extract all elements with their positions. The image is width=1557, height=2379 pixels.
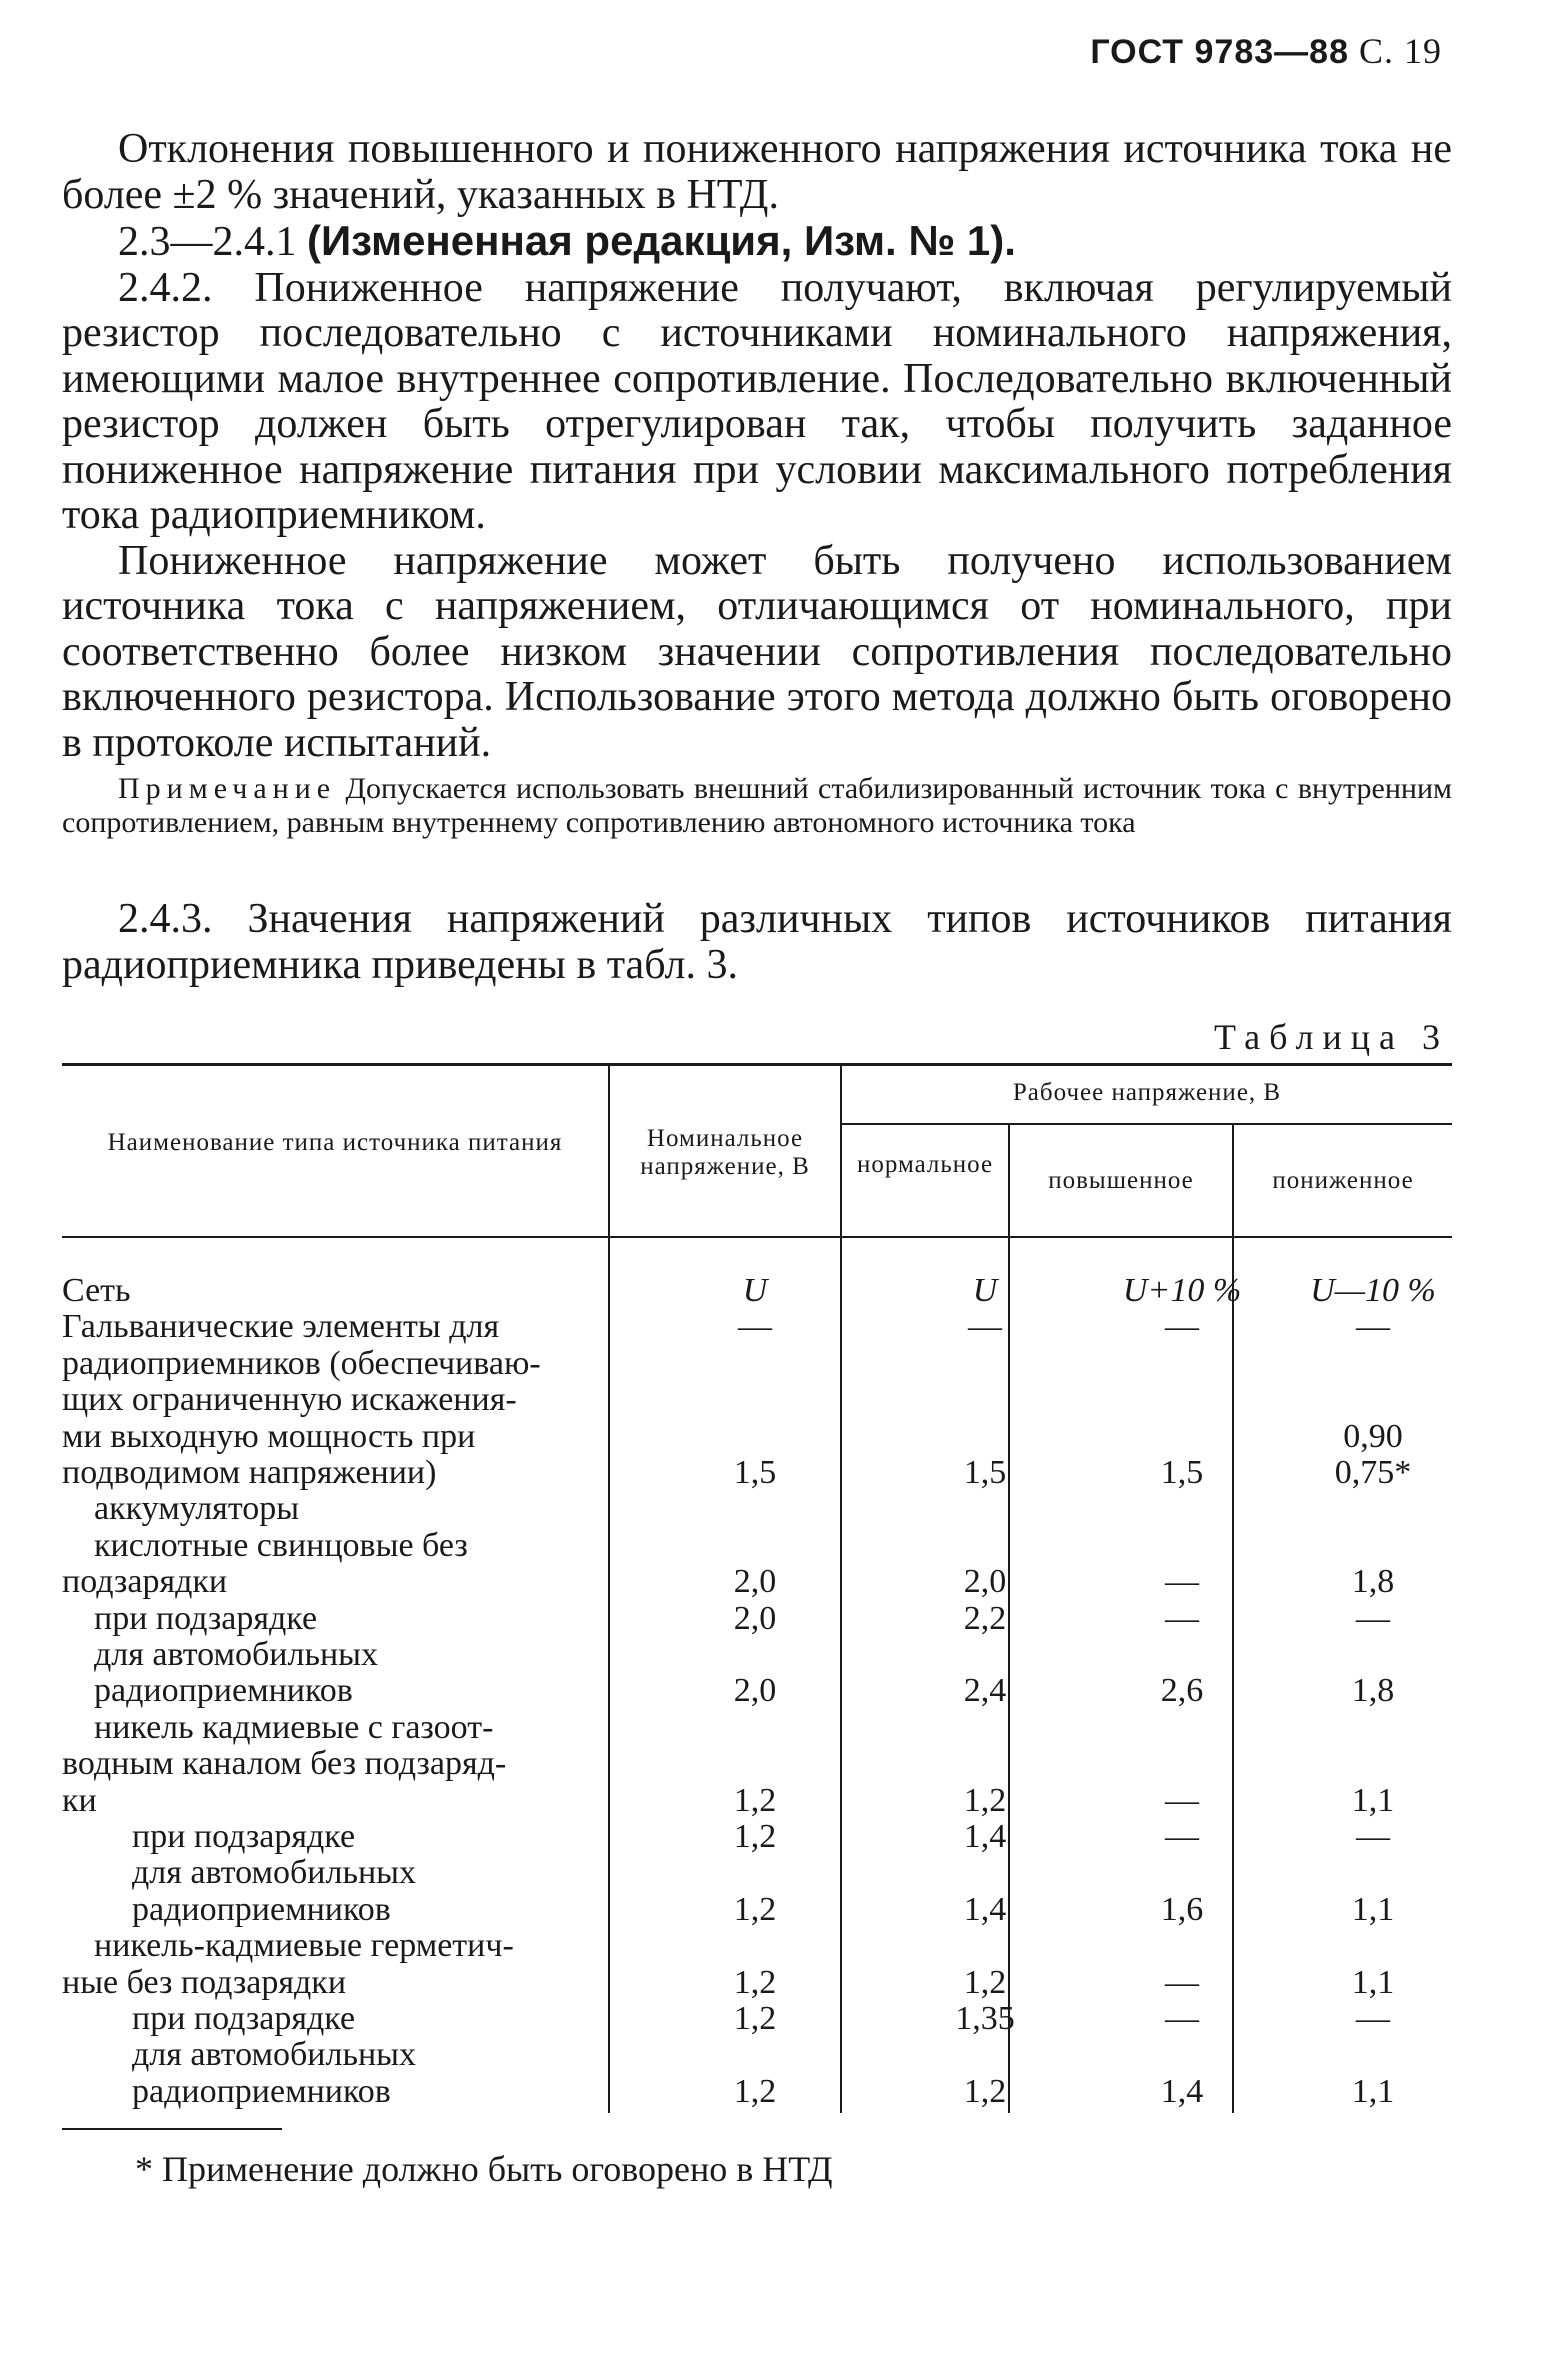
source-type-text: подзарядки xyxy=(62,1563,228,1600)
nominal-value: 1,2 xyxy=(733,1964,777,2001)
source-type-text: радиоприемников xyxy=(94,1672,353,1709)
table-row xyxy=(62,1564,1452,1600)
decreased-value: 1,1 xyxy=(1351,1891,1395,1928)
page-header xyxy=(1090,30,1442,72)
source-type-cell xyxy=(62,1965,602,2001)
clause-range: 2.3—2.4.1 xyxy=(118,219,297,265)
source-type-text: ки xyxy=(62,1782,97,1819)
nominal-value: U xyxy=(742,1272,768,1309)
table-row xyxy=(62,1528,1452,1564)
footnote-rule xyxy=(62,2128,282,2130)
paragraph-deviation: Отклонения повышенного и пониженного напряжения источника тока не более ±2 % значений, указанных в НТД. xyxy=(62,126,1452,218)
decreased-value: — xyxy=(1356,2000,1390,2037)
header-normal: нормальное xyxy=(856,1151,994,1178)
source-type-cell xyxy=(62,1710,602,1746)
source-type-cell xyxy=(62,1309,602,1345)
source-type-cell xyxy=(62,1783,602,1819)
header-nominal: Номинальное напряжение, В xyxy=(640,1125,810,1180)
nominal-value: 2,0 xyxy=(733,1600,777,1637)
source-type-text: Сеть xyxy=(62,1272,131,1309)
normal-value: U xyxy=(972,1272,998,1309)
source-type-cell xyxy=(62,1855,602,1891)
source-type-cell xyxy=(62,1419,602,1455)
page-number: С. 19 xyxy=(1358,31,1442,71)
increased-value: — xyxy=(1165,1600,1199,1637)
header-bottom-rule xyxy=(62,1236,1452,1238)
source-type-cell xyxy=(62,1819,602,1855)
note-label: Примечание xyxy=(118,772,337,805)
decreased-value: 1,8 xyxy=(1351,1563,1395,1600)
table-row xyxy=(62,1491,1452,1527)
source-type-cell xyxy=(62,1601,602,1637)
table-title: Таблица 3 xyxy=(1214,1017,1449,1057)
source-type-text: щих ограниченную искажения- xyxy=(62,1381,517,1418)
source-type-text: никель-кадмиевые герметич- xyxy=(94,1927,514,1964)
edition-note: (Измененная редакция, Изм. № 1). xyxy=(307,217,1016,264)
increased-value: — xyxy=(1165,1308,1199,1345)
table-row xyxy=(62,1419,1452,1455)
source-type-text: аккумуляторы xyxy=(94,1490,300,1527)
normal-value: 2,4 xyxy=(963,1672,1007,1709)
source-type-text: для автомобильных xyxy=(132,2036,416,2073)
table-row xyxy=(62,1855,1452,1891)
table-row xyxy=(62,1455,1452,1491)
source-type-cell xyxy=(62,2037,602,2073)
table-row xyxy=(62,2074,1452,2110)
table-row xyxy=(62,1382,1452,1418)
increased-value: 1,5 xyxy=(1160,1454,1204,1491)
source-type-cell xyxy=(62,2001,602,2037)
table-row xyxy=(62,1965,1452,2001)
increased-value: — xyxy=(1165,1818,1199,1855)
source-type-text: Гальванические элементы для xyxy=(62,1308,500,1345)
note-text: Допускается использовать внешний стабилизированный источник тока с внутренним сопротивлением, равным внутреннему сопротивлению автономного источника тока xyxy=(62,772,1452,839)
source-type-cell xyxy=(62,1382,602,1418)
working-voltage-rule xyxy=(842,1123,1452,1125)
table-row xyxy=(62,1273,1452,1309)
source-type-text: никель кадмиевые с газоот- xyxy=(94,1709,494,1746)
decreased-value: U—10 % xyxy=(1310,1272,1436,1309)
increased-value: U+10 % xyxy=(1122,1272,1242,1309)
paragraph-2-4-3-block xyxy=(62,897,1452,988)
source-type-text: радиоприемников xyxy=(132,2073,391,2110)
normal-value: 2,0 xyxy=(963,1563,1007,1600)
source-type-text: подводимом напряжении) xyxy=(62,1454,437,1491)
increased-value: — xyxy=(1165,2000,1199,2037)
table-row xyxy=(62,1673,1452,1709)
header-working: Рабочее напряжение, В xyxy=(1012,1079,1282,1106)
main-text xyxy=(62,127,1452,766)
decreased-value: 1,1 xyxy=(1351,1782,1395,1819)
paragraph-2-4-2: 2.4.2. Пониженное напряжение получают, включая регулируемый резистор последовательно с источниками номинального напряжения, имеющими малое внутреннее сопротивление. Последовательно включенный резистор должен быть отрегулирован так, чтобы получить заданное пониженное напряжение питания при условии максимального потребления тока радиоприемником. xyxy=(62,264,1452,538)
decreased-value: 1,8 xyxy=(1351,1672,1395,1709)
table-top-rule xyxy=(62,1063,1452,1066)
paragraph-2-4-3: 2.4.3. Значения напряжений различных типов источников питания радиоприемника приведены в табл. 3. xyxy=(62,896,1452,988)
source-type-text: водным каналом без подзаряд- xyxy=(62,1745,507,1782)
increased-value: 2,6 xyxy=(1160,1672,1204,1709)
table-row xyxy=(62,1746,1452,1782)
normal-value: 1,2 xyxy=(963,1782,1007,1819)
footnote: * Применение должно быть оговорено в НТД xyxy=(135,2149,833,2189)
decreased-value: — xyxy=(1356,1308,1390,1345)
decreased-value: 0,75* xyxy=(1334,1454,1412,1491)
source-type-text: при подзарядке xyxy=(94,1600,318,1637)
note xyxy=(62,772,1452,840)
nominal-value: 1,2 xyxy=(733,1891,777,1928)
decreased-value: 1,1 xyxy=(1351,2073,1395,2110)
nominal-value: 2,0 xyxy=(733,1672,777,1709)
normal-value: 1,2 xyxy=(963,2073,1007,2110)
decreased-value: — xyxy=(1356,1600,1390,1637)
source-type-cell xyxy=(62,1564,602,1600)
source-type-text: ми выходную мощность при xyxy=(62,1418,476,1455)
gost-number: ГОСТ 9783—88 xyxy=(1090,33,1349,71)
normal-value: 1,4 xyxy=(963,1818,1007,1855)
source-type-text: при подзарядке xyxy=(132,1818,356,1855)
increased-value: — xyxy=(1165,1964,1199,2001)
nominal-value: 1,2 xyxy=(733,2000,777,2037)
source-type-cell xyxy=(62,1273,602,1309)
source-type-cell xyxy=(62,1892,602,1928)
source-type-cell xyxy=(62,1928,602,1964)
source-type-text: кислотные свинцовые без xyxy=(94,1527,468,1564)
increased-value: — xyxy=(1165,1563,1199,1600)
paragraph-reduced-voltage: Пониженное напряжение может быть получено использованием источника тока с напряжением, отличающимся от номинального, при соответственно более низком значении сопротивления последовательно включенного резистора. Использование этого метода должно быть оговорено в протоколе испытаний. xyxy=(62,537,1452,766)
source-type-text: для автомобильных xyxy=(94,1636,378,1673)
source-type-cell xyxy=(62,1346,602,1382)
nominal-value: 1,2 xyxy=(733,1782,777,1819)
header-decreased: пониженное xyxy=(1272,1167,1414,1194)
source-type-cell xyxy=(62,1637,602,1673)
decreased-value: — xyxy=(1356,1818,1390,1855)
table-row xyxy=(62,2001,1452,2037)
decreased-value: 1,1 xyxy=(1351,1964,1395,2001)
source-type-text: для автомобильных xyxy=(132,1854,416,1891)
source-type-cell xyxy=(62,1455,602,1491)
source-type-cell xyxy=(62,1491,602,1527)
source-type-cell xyxy=(62,2074,602,2110)
nominal-value: 1,2 xyxy=(733,2073,777,2110)
normal-value: 2,2 xyxy=(963,1600,1007,1637)
increased-value: — xyxy=(1165,1782,1199,1819)
voltage-table xyxy=(62,1063,1452,2113)
table-row xyxy=(62,1637,1452,1673)
table-row xyxy=(62,1309,1452,1345)
source-type-cell xyxy=(62,1528,602,1564)
header-increased: повышенное xyxy=(1048,1167,1194,1194)
source-type-cell xyxy=(62,1673,602,1709)
increased-value: 1,6 xyxy=(1160,1891,1204,1928)
source-type-text: радиоприемников xyxy=(132,1891,391,1928)
decreased-value: 0,90 xyxy=(1343,1418,1403,1455)
table-row xyxy=(62,2037,1452,2073)
table-row xyxy=(62,1819,1452,1855)
source-type-text: радиоприемников (обеспечиваю- xyxy=(62,1345,541,1382)
table-row xyxy=(62,1601,1452,1637)
source-type-text: ные без подзарядки xyxy=(62,1964,347,2001)
table-row xyxy=(62,1710,1452,1746)
nominal-value: 2,0 xyxy=(733,1563,777,1600)
table-row xyxy=(62,1783,1452,1819)
increased-value: 1,4 xyxy=(1160,2073,1204,2110)
header-source-type: Наименование типа источника питания xyxy=(107,1129,563,1156)
normal-value: 1,4 xyxy=(963,1891,1007,1928)
nominal-value: 1,5 xyxy=(733,1454,777,1491)
normal-value: — xyxy=(968,1308,1002,1345)
source-type-cell xyxy=(62,1746,602,1782)
normal-value: 1,2 xyxy=(963,1964,1007,2001)
table-row xyxy=(62,1892,1452,1928)
normal-value: 1,35 xyxy=(955,2000,1015,2037)
table-row xyxy=(62,1346,1452,1382)
table-row xyxy=(62,1928,1452,1964)
nominal-value: — xyxy=(738,1308,772,1345)
nominal-value: 1,2 xyxy=(733,1818,777,1855)
paragraph-edition xyxy=(62,218,1452,266)
normal-value: 1,5 xyxy=(963,1454,1007,1491)
source-type-text: при подзарядке xyxy=(132,2000,356,2037)
